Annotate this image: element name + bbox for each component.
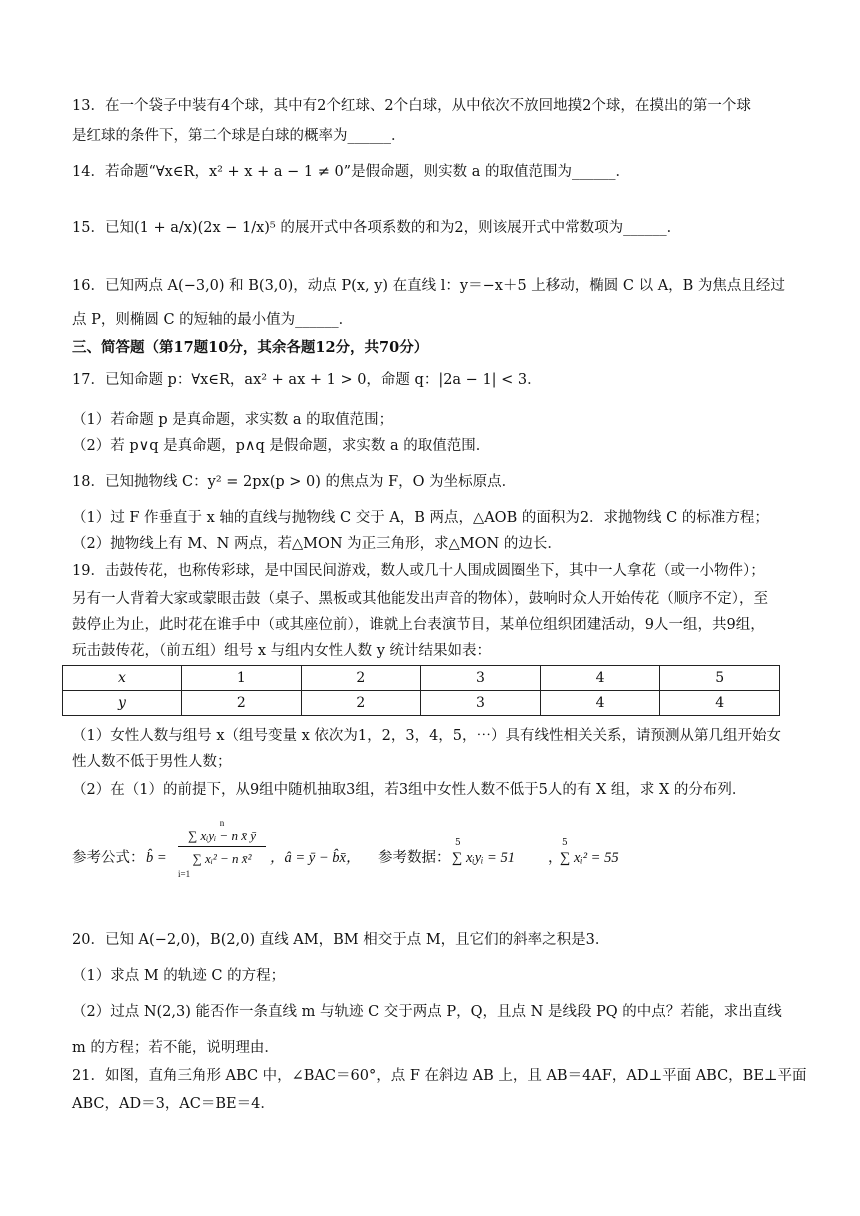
table-cell: 1 [182,666,302,691]
b-numerator: ∑ xᵢyᵢ − n x̄ ȳ [188,828,256,843]
q16-line2: 点 P，则椭圆 C 的短轴的最小值为______． [72,312,354,328]
table-cell: 3 [421,691,541,716]
b-hat-label: b̂ = [146,850,167,866]
q14: 14．若命题“∀x∈R，x² + x + a − 1 ≠ 0”是假命题，则实数 a 的取值范围为______． [72,164,630,180]
table-cell: 4 [540,666,660,691]
table-cell: 2 [182,691,302,716]
table-cell: 3 [421,666,541,691]
table-cell: 5 [660,666,780,691]
table-cell: 2 [301,691,421,716]
sum-upper-index: n [219,818,225,828]
ref-data-label: 参考数据： [378,850,451,866]
q13-line1: 13．在一个袋子中装有4个球，其中有2个红球、2个白球，从中依次不放回地摸2个球，在摸出的第一个球 [72,98,751,114]
q18-part2: （2）抛物线上有 M、N 两点，若△MON 为正三角形，求△MON 的边长． [72,536,562,552]
q18: 18．已知抛物线 C：y² = 2px(p > 0) 的焦点为 F，O 为坐标原点． [72,474,517,490]
table-cell: 4 [540,691,660,716]
q19-line2: 另有一人背着大家或蒙眼击鼓（桌子、黑板或其他能发出声音的物体），鼓响时众人开始传花（顺序不定），至 [72,591,768,607]
section-3-heading: 三、简答题（第17题10分，其余各题12分，共70分） [72,339,429,356]
q17-part2: （2）若 p∨q 是真命题，p∧q 是假命题，求实数 a 的取值范围． [72,438,491,454]
ref-formula-label: 参考公式： [72,850,145,866]
q16-line1: 16．已知两点 A(−3,0) 和 B(3,0)，动点 P(x, y) 在直线 l：y＝−x＋5 上移动，椭圆 C 以 A，B 为焦点且经过 [72,278,785,294]
q15: 15．已知(1 + a/x)(2x − 1/x)⁵ 的展开式中各项系数的和为2，则该展开式中常数项为______． [72,220,682,236]
q19-line4: 玩击鼓传花，（前五组）组号 x 与组内女性人数 y 统计结果如表： [72,643,492,659]
q20-part1: （1）求点 M 的轨迹 C 的方程； [72,968,286,984]
q13-line2: 是红球的条件下，第二个球是白球的概率为______． [72,128,406,144]
table-cell: 2 [301,666,421,691]
table-header-x: x [63,666,182,691]
b-hat-fraction [178,818,266,879]
group-data-table [62,665,780,716]
q20: 20．已知 A(−2,0)，B(2,0) 直线 AM，BM 相交于点 M，且它们的斜率之积是3． [72,932,610,948]
q20-part2-line2: m 的方程；若不能，说明理由． [72,1040,279,1056]
b-denominator: ∑ xᵢ² − n x̄² [192,851,252,866]
a-hat-formula: ，â = ȳ − b̂x̄， [270,850,361,866]
sum-lower-index: i=1 [178,869,191,879]
q18-part1: （1）过 F 作垂直于 x 轴的直线与抛物线 C 交于 A，B 两点，△AOB 的面积为2．求抛物线 C 的标准方程； [72,510,769,526]
q21-line2: ABC，AD＝3，AC＝BE＝4． [72,1096,275,1112]
q21-line1: 21．如图，直角三角形 ABC 中，∠BAC＝60°，点 F 在斜边 AB 上，且 AB＝4AF，AD⊥平面 ABC，BE⊥平面 [72,1068,807,1084]
table-header-y: y [63,691,182,716]
q17-part1: （1）若命题 p 是真命题，求实数 a 的取值范围； [72,412,394,428]
q19-line1: 19．击鼓传花，也称传彩球，是中国民间游戏，数人或几十人围成圆圈坐下，其中一人拿花（或一小物件）； [72,563,765,579]
table-cell: 4 [660,691,780,716]
q19-part1-line1: （1）女性人数与组号 x（组号变量 x 依次为1，2，3，4，5，⋯）具有线性相关关系，请预测从第几组开始女 [72,728,782,744]
ref-data-sum-xy: ∑ xᵢyᵢ = 51 [452,850,515,866]
q17: 17．已知命题 p：∀x∈R，ax² + ax + 1 > 0，命题 q：|2a − 1| < 3． [72,372,542,388]
q20-part2-line1: （2）过点 N(2,3) 能否作一条直线 m 与轨迹 C 交于两点 P，Q，且点 N 是线段 PQ 的中点？若能，求出直线 [72,1004,782,1020]
q19-line3: 鼓停止为止，此时花在谁手中（或其座位前），谁就上台表演节目，某单位组织团建活动，9人一组，共9组， [72,617,765,633]
table-row-x [63,666,780,691]
q19-part2: （2）在（1）的前提下，从9组中随机抽取3组，若3组中女性人数不低于5人的有 X 组，求 X 的分布列． [72,782,747,798]
ref-data-sum-x2: ∑ xᵢ² = 55 [560,850,619,866]
table-row-y [63,691,780,716]
sum-upper-index: 5 [562,838,568,848]
sum-upper-index: 5 [455,838,461,848]
q19-part1-line2: 性人数不低于男性人数； [72,754,232,770]
ref-data-separator: ， [548,850,563,866]
